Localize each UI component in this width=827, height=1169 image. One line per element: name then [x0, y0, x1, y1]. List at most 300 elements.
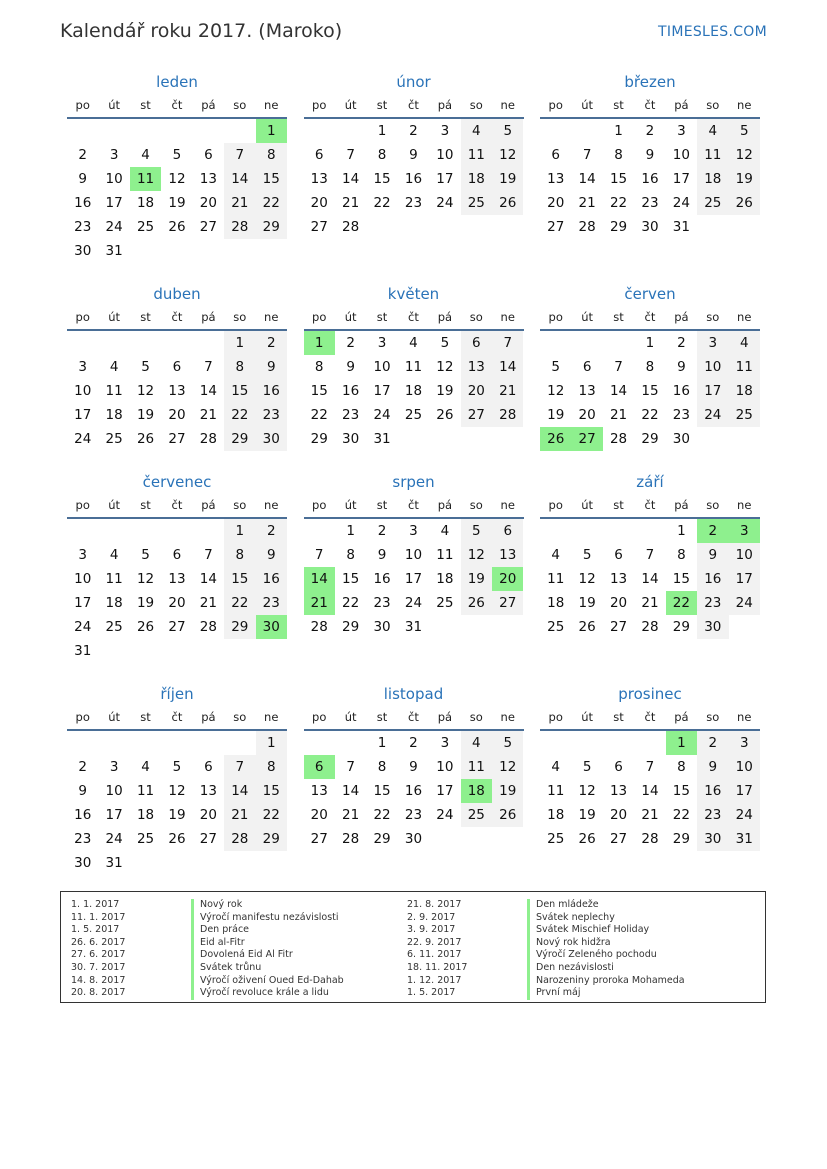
empty-cell — [540, 519, 571, 543]
day-cell: 7 — [645, 547, 655, 563]
day-cell: 3 — [109, 147, 119, 163]
day-cell: 11 — [105, 383, 123, 399]
empty-cell — [67, 731, 98, 755]
day-cell: 10 — [404, 547, 423, 563]
day-cell: 12 — [729, 143, 760, 167]
month-name: leden — [156, 73, 198, 91]
empty-cell — [571, 519, 602, 543]
holiday-item — [71, 899, 344, 912]
holiday-marker — [191, 924, 194, 937]
holiday-day-cell: 6 — [304, 755, 335, 779]
day-cell: 13 — [547, 171, 565, 187]
day-cell: 18 — [697, 167, 728, 191]
day-cell: 18 — [436, 571, 454, 587]
weekday-label: ne — [264, 310, 279, 324]
day-cell: 14 — [199, 383, 217, 399]
holiday-marker — [527, 962, 530, 975]
holiday-legend — [60, 891, 766, 1003]
brand-link[interactable]: TIMESLES.COM — [658, 24, 767, 40]
weekday-label: čt — [171, 98, 183, 112]
day-cell: 14 — [224, 779, 255, 803]
holiday-day-cell: 3 — [729, 519, 760, 543]
day-cell: 16 — [74, 195, 92, 211]
weekday-label: út — [581, 710, 594, 724]
weekday-label: ne — [264, 98, 279, 112]
day-cell: 8 — [224, 543, 255, 567]
day-cell: 30 — [74, 855, 92, 871]
holiday-day-cell: 1 — [666, 731, 697, 755]
empty-cell — [603, 331, 634, 355]
day-grid — [304, 731, 524, 851]
day-cell: 15 — [224, 379, 255, 403]
holiday-name: Nový rok — [200, 899, 243, 910]
day-cell: 8 — [256, 755, 287, 779]
weekday-header — [67, 94, 287, 119]
day-cell: 29 — [310, 431, 328, 447]
day-cell: 29 — [342, 619, 360, 635]
day-cell: 20 — [310, 195, 328, 211]
day-cell: 23 — [74, 219, 92, 235]
day-cell: 20 — [461, 379, 492, 403]
day-cell: 30 — [74, 243, 92, 259]
weekday-label: út — [108, 310, 121, 324]
holiday-name: Výročí Zeleného pochodu — [536, 949, 657, 961]
day-cell: 3 — [409, 523, 418, 539]
day-cell: 25 — [461, 191, 492, 215]
holiday-date: 14. 8. 2017 — [71, 974, 126, 986]
weekday-label: po — [75, 310, 90, 324]
day-cell: 8 — [346, 547, 355, 563]
day-cell: 3 — [729, 731, 760, 755]
weekday-label: ne — [264, 498, 279, 512]
day-cell: 15 — [342, 571, 360, 587]
month-červenec — [67, 470, 287, 682]
day-cell: 4 — [551, 759, 560, 775]
holiday-marker — [527, 912, 530, 925]
day-cell: 24 — [105, 219, 123, 235]
day-cell: 22 — [256, 191, 287, 215]
holiday-date: 22. 9. 2017 — [407, 936, 462, 948]
day-cell: 5 — [492, 731, 523, 755]
day-cell: 21 — [224, 191, 255, 215]
day-cell: 17 — [105, 195, 123, 211]
day-cell: 29 — [672, 831, 690, 847]
day-cell: 13 — [199, 171, 217, 187]
holiday-item — [71, 937, 344, 950]
day-cell: 8 — [256, 143, 287, 167]
holiday-date: 18. 11. 2017 — [407, 961, 468, 973]
day-cell: 22 — [672, 807, 690, 823]
day-cell: 1 — [645, 335, 655, 351]
weekday-label: út — [581, 98, 594, 112]
day-cell: 19 — [492, 779, 523, 803]
day-cell: 7 — [614, 359, 623, 375]
day-cell: 26 — [436, 407, 454, 423]
holiday-marker — [191, 912, 194, 925]
day-cell: 19 — [168, 807, 186, 823]
day-cell: 8 — [314, 359, 324, 375]
day-cell: 7 — [492, 331, 523, 355]
day-cell: 17 — [672, 171, 690, 187]
weekday-label: ne — [500, 98, 515, 112]
holiday-name: První máj — [536, 987, 581, 999]
day-cell: 15 — [373, 783, 391, 799]
day-cell: 9 — [78, 783, 87, 799]
holiday-day-cell: 26 — [540, 427, 571, 451]
holiday-item — [407, 937, 685, 950]
holiday-name: Dovolená Eid Al Fitr — [200, 949, 293, 961]
weekday-label: čt — [644, 498, 656, 512]
day-cell: 26 — [168, 831, 186, 847]
day-cell: 16 — [404, 171, 423, 187]
day-cell: 28 — [342, 831, 360, 847]
weekday-label: so — [233, 498, 247, 512]
holiday-item — [71, 924, 344, 937]
weekday-label: po — [548, 710, 563, 724]
day-cell: 11 — [404, 359, 423, 375]
day-cell: 8 — [377, 147, 387, 163]
holiday-marker — [191, 975, 194, 988]
weekday-label: pá — [674, 498, 689, 512]
weekday-label: pá — [674, 310, 689, 324]
empty-cell — [224, 731, 255, 755]
day-cell: 4 — [109, 547, 119, 563]
day-cell: 10 — [105, 171, 123, 187]
day-cell: 18 — [729, 379, 760, 403]
day-cell: 21 — [641, 595, 659, 611]
weekday-label: út — [581, 310, 594, 324]
day-cell: 12 — [436, 359, 454, 375]
day-cell: 7 — [645, 759, 655, 775]
day-cell: 21 — [492, 379, 523, 403]
day-cell: 12 — [492, 143, 523, 167]
day-cell: 2 — [377, 523, 387, 539]
month-name: listopad — [383, 685, 444, 703]
day-cell: 24 — [436, 807, 454, 823]
day-cell: 9 — [256, 355, 287, 379]
weekday-label: po — [548, 498, 563, 512]
day-cell: 4 — [409, 335, 418, 351]
weekday-label: so — [706, 98, 720, 112]
day-cell: 6 — [614, 759, 623, 775]
weekday-header — [304, 94, 524, 119]
day-cell: 24 — [697, 403, 728, 427]
day-cell: 17 — [74, 595, 92, 611]
empty-cell — [130, 119, 161, 143]
holiday-item — [71, 912, 344, 925]
empty-cell — [130, 519, 161, 543]
holiday-name: Výročí oživení Oued Ed-Dahab — [200, 974, 344, 986]
day-cell: 23 — [74, 831, 92, 847]
holiday-name: Výročí manifestu nezávislosti — [200, 911, 339, 923]
day-cell: 23 — [641, 195, 659, 211]
day-cell: 4 — [551, 547, 560, 563]
weekday-header — [304, 306, 524, 331]
weekday-label: so — [469, 98, 483, 112]
day-cell: 1 — [224, 519, 255, 543]
day-cell: 2 — [78, 759, 87, 775]
holiday-day-cell: 27 — [571, 427, 602, 451]
day-cell: 21 — [224, 803, 255, 827]
day-cell: 14 — [224, 167, 255, 191]
day-cell: 3 — [109, 759, 119, 775]
day-cell: 18 — [547, 807, 565, 823]
day-cell: 16 — [256, 379, 287, 403]
day-cell: 27 — [199, 831, 217, 847]
day-cell: 14 — [199, 571, 217, 587]
day-cell: 19 — [578, 595, 596, 611]
day-cell: 29 — [609, 219, 628, 235]
holiday-name: Výročí revoluce krále a lidu — [200, 987, 329, 999]
day-cell: 31 — [74, 643, 92, 659]
day-cell: 7 — [346, 759, 355, 775]
holiday-item — [71, 975, 344, 988]
day-cell: 5 — [172, 147, 182, 163]
holiday-date: 26. 6. 2017 — [71, 936, 126, 948]
weekday-label: so — [469, 310, 483, 324]
day-cell: 16 — [641, 171, 659, 187]
weekday-label: čt — [644, 98, 656, 112]
weekday-label: so — [706, 710, 720, 724]
day-cell: 10 — [729, 543, 760, 567]
weekday-label: po — [75, 498, 90, 512]
day-cell: 6 — [492, 519, 523, 543]
day-cell: 15 — [256, 167, 287, 191]
day-cell: 14 — [342, 783, 360, 799]
day-cell: 9 — [697, 755, 728, 779]
weekday-label: so — [706, 498, 720, 512]
day-cell: 20 — [168, 595, 186, 611]
holiday-date: 20. 8. 2017 — [71, 987, 126, 999]
holiday-name: Den práce — [200, 924, 250, 936]
day-cell: 9 — [78, 171, 87, 187]
weekday-label: ne — [737, 310, 752, 324]
day-cell: 25 — [436, 595, 454, 611]
weekday-label: čt — [171, 498, 183, 512]
holiday-marker — [527, 937, 530, 950]
holiday-date: 1. 12. 2017 — [407, 974, 462, 986]
month-červen — [540, 282, 760, 470]
day-cell: 16 — [404, 783, 423, 799]
day-cell: 26 — [136, 431, 155, 447]
day-cell: 7 — [582, 147, 592, 163]
day-cell: 20 — [199, 807, 217, 823]
weekday-label: čt — [644, 310, 656, 324]
day-cell: 28 — [342, 219, 360, 235]
page-title: Kalendář roku 2017. (Maroko) — [60, 20, 343, 42]
day-cell: 4 — [141, 147, 150, 163]
day-grid — [540, 731, 760, 851]
day-cell: 23 — [256, 591, 287, 615]
day-cell: 26 — [461, 591, 492, 615]
day-cell: 2 — [256, 331, 287, 355]
day-cell: 1 — [256, 731, 287, 755]
day-cell: 24 — [672, 195, 690, 211]
day-cell: 8 — [677, 547, 686, 563]
weekday-label: út — [108, 498, 121, 512]
day-cell: 30 — [373, 619, 391, 635]
holiday-date: 6. 11. 2017 — [407, 949, 462, 961]
day-cell: 26 — [578, 619, 596, 635]
month-leden — [67, 70, 287, 282]
weekday-label: čt — [408, 498, 419, 512]
weekday-label: ne — [737, 98, 752, 112]
day-cell: 12 — [578, 783, 596, 799]
month-srpen — [304, 470, 524, 658]
day-cell: 15 — [224, 567, 255, 591]
empty-cell — [335, 731, 366, 755]
holiday-name: Svátek neplechy — [536, 911, 615, 923]
day-cell: 1 — [377, 123, 387, 139]
holiday-date: 11. 1. 2017 — [71, 911, 126, 923]
month-květen — [304, 282, 524, 470]
weekday-label: pá — [674, 710, 689, 724]
weekday-label: ne — [737, 710, 752, 724]
weekday-label: út — [581, 498, 594, 512]
day-cell: 11 — [436, 547, 454, 563]
day-cell: 9 — [377, 547, 387, 563]
day-cell: 26 — [492, 803, 523, 827]
day-cell: 8 — [677, 759, 686, 775]
day-cell: 19 — [136, 407, 155, 423]
day-cell: 17 — [105, 807, 123, 823]
day-cell: 20 — [168, 407, 186, 423]
day-cell: 19 — [136, 595, 155, 611]
day-cell: 5 — [141, 547, 150, 563]
day-cell: 28 — [578, 219, 596, 235]
day-cell: 25 — [729, 403, 760, 427]
weekday-label: ne — [264, 710, 279, 724]
month-name: říjen — [160, 685, 194, 703]
empty-cell — [193, 519, 224, 543]
day-cell: 22 — [641, 407, 659, 423]
day-cell: 24 — [729, 803, 760, 827]
day-cell: 13 — [199, 783, 217, 799]
day-cell: 13 — [609, 783, 628, 799]
day-cell: 31 — [373, 431, 391, 447]
month-duben — [67, 282, 287, 470]
weekday-label: st — [613, 98, 624, 112]
month-name: květen — [387, 285, 440, 303]
day-cell: 2 — [409, 735, 418, 751]
day-cell: 9 — [697, 543, 728, 567]
weekday-header — [67, 306, 287, 331]
empty-cell — [161, 519, 192, 543]
day-cell: 31 — [672, 219, 690, 235]
weekday-label: st — [140, 498, 151, 512]
day-cell: 10 — [436, 147, 454, 163]
day-cell: 16 — [74, 807, 92, 823]
day-cell: 10 — [373, 359, 391, 375]
day-cell: 2 — [677, 335, 686, 351]
day-cell: 21 — [342, 807, 360, 823]
day-cell: 2 — [409, 123, 418, 139]
day-cell: 17 — [436, 171, 454, 187]
holiday-item — [71, 987, 344, 1000]
day-cell: 2 — [697, 731, 728, 755]
weekday-label: pá — [201, 310, 216, 324]
day-cell: 28 — [492, 403, 523, 427]
day-cell: 6 — [204, 759, 213, 775]
day-cell: 5 — [461, 519, 492, 543]
month-name: duben — [153, 285, 201, 303]
holiday-day-cell: 1 — [304, 331, 335, 355]
weekday-label: čt — [644, 710, 656, 724]
empty-cell — [98, 331, 129, 355]
day-cell: 4 — [440, 523, 450, 539]
day-cell: 8 — [645, 359, 655, 375]
day-cell: 1 — [346, 523, 355, 539]
weekday-label: pá — [437, 310, 453, 324]
day-cell: 19 — [547, 407, 565, 423]
day-grid — [540, 119, 760, 239]
day-cell: 2 — [256, 519, 287, 543]
day-cell: 21 — [199, 407, 217, 423]
day-cell: 29 — [256, 215, 287, 239]
holiday-date: 3. 9. 2017 — [407, 924, 456, 936]
day-cell: 18 — [461, 167, 492, 191]
day-grid — [304, 331, 524, 451]
day-cell: 2 — [78, 147, 87, 163]
month-březen — [540, 70, 760, 258]
day-cell: 8 — [614, 147, 623, 163]
day-cell: 10 — [697, 355, 728, 379]
holiday-day-cell: 22 — [666, 591, 697, 615]
day-cell: 20 — [609, 807, 628, 823]
month-name: prosinec — [618, 685, 682, 703]
weekday-label: so — [233, 98, 247, 112]
empty-cell — [571, 331, 602, 355]
holiday-name: Den nezávislosti — [536, 961, 614, 973]
weekday-header — [304, 494, 524, 519]
day-cell: 25 — [547, 619, 565, 635]
day-cell: 6 — [314, 147, 324, 163]
day-cell: 19 — [168, 195, 186, 211]
weekday-header — [540, 494, 760, 519]
day-cell: 6 — [582, 359, 592, 375]
day-cell: 5 — [440, 335, 450, 351]
day-grid — [540, 519, 760, 639]
holiday-date: 30. 7. 2017 — [71, 961, 126, 973]
day-cell: 20 — [578, 407, 596, 423]
day-cell: 27 — [310, 831, 328, 847]
holiday-name: Narozeniny proroka Mohameda — [536, 974, 685, 986]
weekday-label: út — [344, 710, 357, 724]
day-cell: 18 — [547, 595, 565, 611]
day-cell: 4 — [461, 731, 492, 755]
day-cell: 12 — [168, 783, 186, 799]
day-cell: 6 — [172, 359, 182, 375]
holiday-marker — [191, 987, 194, 1000]
weekday-label: pá — [674, 98, 689, 112]
month-únor — [304, 70, 524, 258]
day-cell: 10 — [105, 783, 123, 799]
holiday-item — [407, 987, 685, 1000]
weekday-label: pá — [437, 98, 453, 112]
day-cell: 21 — [641, 807, 659, 823]
weekday-label: so — [233, 310, 247, 324]
day-cell: 23 — [697, 803, 728, 827]
day-cell: 31 — [105, 243, 123, 259]
holiday-date: 27. 6. 2017 — [71, 949, 126, 961]
weekday-label: so — [469, 710, 483, 724]
day-cell: 7 — [224, 755, 255, 779]
day-cell: 13 — [310, 171, 328, 187]
day-cell: 24 — [373, 407, 391, 423]
holiday-day-cell: 11 — [130, 167, 161, 191]
holiday-name: Eid al-Fitr — [200, 936, 245, 948]
day-cell: 5 — [551, 359, 560, 375]
